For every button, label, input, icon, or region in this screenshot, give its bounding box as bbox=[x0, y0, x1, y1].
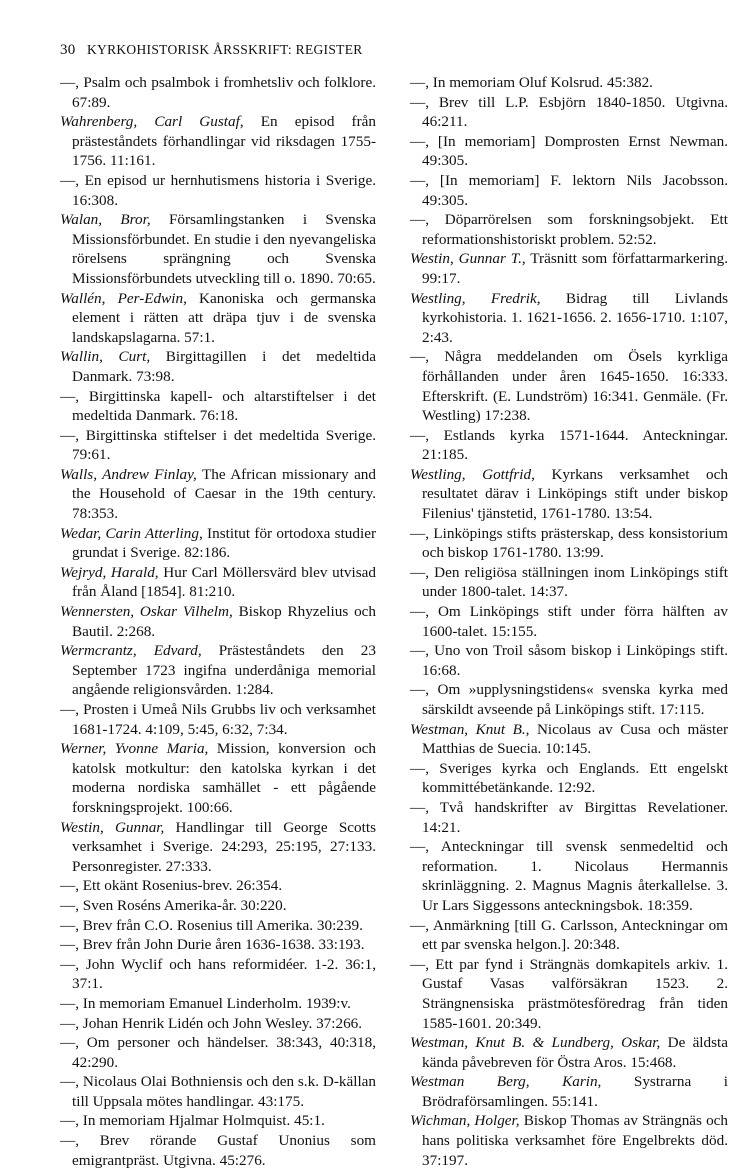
index-entry bbox=[410, 524, 728, 563]
index-entry bbox=[60, 818, 376, 877]
entry-text: —, Johan Henrik Lidén och John Wesley. 37:266. bbox=[60, 1014, 363, 1032]
index-entry bbox=[410, 1111, 728, 1170]
running-header bbox=[60, 42, 363, 59]
entry-text: —, Anmärkning [till G. Carlsson, Anteckningar om ett par svenska helgon.]. 20:348. bbox=[410, 916, 728, 954]
index-entry bbox=[410, 249, 728, 288]
entry-text: —, Döparrörelsen som forskningsobjekt. Ett reformationshistoriskt problem. 52:52. bbox=[410, 211, 728, 248]
entry-text: —, Estlands kyrka 1571-1644. Anteckningar. 21:185. bbox=[410, 426, 728, 464]
index-entry bbox=[60, 465, 376, 524]
author-name: Wejryd, Harald, bbox=[60, 563, 159, 581]
entry-text: Träsnitt som författarmarkering. 99:17. bbox=[422, 250, 729, 287]
entry-text: Biskop Thomas av Strängnäs och hans politiska verksamhet före Engelbrekts död. 37:197. bbox=[422, 1112, 728, 1169]
entry-text: Birgittagillen i det medeltida Danmark. 73:98. bbox=[72, 348, 376, 385]
entry-text: —, Prosten i Umeå Nils Grubbs liv och verksamhet 1681-1724. 4:109, 5:45, 6:32, 7:34. bbox=[60, 701, 376, 738]
author-name: Westin, Gunnar, bbox=[60, 818, 165, 836]
author-name: Walan, Bror, bbox=[60, 211, 151, 229]
index-entry bbox=[410, 955, 728, 1033]
entry-text: —, Brev från John Durie åren 1636-1638. 33:193. bbox=[60, 936, 365, 954]
page-number: 30 bbox=[60, 42, 76, 58]
index-entry bbox=[60, 289, 376, 348]
entry-text: Biskop Rhyzelius och Bautil. 2:268. bbox=[72, 603, 376, 640]
index-entry bbox=[60, 426, 376, 465]
index-entry bbox=[60, 1014, 376, 1034]
index-entry bbox=[410, 171, 728, 210]
author-name: Wallin, Curt, bbox=[60, 348, 151, 366]
entry-text: —, Om »upplysningstidens« svenska kyrka med särskildt avseende på Linköpings stift. 17:115. bbox=[410, 681, 728, 718]
author-name: Wahrenberg, Carl Gustaf, bbox=[60, 113, 244, 131]
entry-text: Bidrag till Livlands kyrkohistoria. 1. 1621-1656. 2. 1656-1710. 1:107, 2:43. bbox=[422, 289, 728, 346]
index-entry bbox=[410, 916, 728, 955]
entry-text: —, Nicolaus Olai Bothniensis och den s.k. D-källan till Uppsala mötes handlingar. 43:175. bbox=[60, 1073, 376, 1110]
index-entry bbox=[60, 73, 376, 112]
author-name: Werner, Yvonne Maria, bbox=[60, 740, 209, 758]
entry-text: Prästeståndets den 23 September 1723 ingifna underdåniga memorial angående religionsvården. 1:284. bbox=[72, 642, 376, 699]
index-entry bbox=[410, 132, 728, 171]
index-entry bbox=[410, 680, 728, 719]
entry-text: —, In memoriam Oluf Kolsrud. 45:382. bbox=[410, 74, 653, 91]
index-entry bbox=[410, 93, 728, 132]
author-name: Westling, Fredrik, bbox=[410, 289, 541, 307]
entry-text: Kyrkans verksamhet och resultatet därav i Linköpings stift under biskop Filenius' tjänstetid, 1761-1780. 13:54. bbox=[422, 465, 728, 523]
index-entry bbox=[60, 994, 376, 1014]
entry-text: —, Brev rörande Gustaf Unonius som emigrantpräst. Utgivna. 45:276. bbox=[60, 1132, 376, 1169]
entry-text: —, Den religiösa ställningen inom Linköpings stift under 1800-talet. 14:37. bbox=[410, 563, 728, 601]
author-name: Westman Berg, Karin, bbox=[410, 1073, 602, 1091]
entry-text: Nicolaus av Cusa och mäster Matthias de Suecia. 10:145. bbox=[422, 720, 728, 758]
entry-text: Handlingar till George Scotts verksamhet i Sverige. 24:293, 25:195, 27:133. Personregister. 27:333. bbox=[72, 818, 376, 875]
index-entry bbox=[410, 798, 728, 837]
author-name: Westling, Gottfrid, bbox=[410, 465, 535, 483]
index-entry bbox=[60, 347, 376, 386]
index-entry bbox=[60, 210, 376, 288]
entry-text: —, Uno von Troil såsom biskop i Linköpings stift. 16:68. bbox=[410, 642, 728, 679]
index-entry bbox=[410, 837, 728, 915]
author-name: Wedar, Carin Atterling, bbox=[60, 524, 203, 542]
entry-text: —, Psalm och psalmbok i fromhetsliv och folklore. 67:89. bbox=[60, 74, 376, 111]
index-entry bbox=[60, 739, 376, 817]
author-name: Wermcrantz, Edvard, bbox=[60, 642, 202, 660]
index-entry bbox=[60, 641, 376, 700]
index-entry bbox=[60, 112, 376, 171]
index-entry bbox=[410, 347, 728, 425]
index-entry bbox=[410, 1033, 728, 1072]
entry-text: —, Några meddelanden om Ösels kyrkliga förhållanden under åren 1645-1650. 16:333. Efterskrift. (E. Lundström) 16:341. Genmäle. (Fr. Westling) 17:238. bbox=[410, 348, 728, 425]
index-entry bbox=[410, 289, 728, 348]
entry-text: —, Linköpings stifts prästerskap, dess konsistorium och biskop 1761-1780. 13:99. bbox=[410, 524, 728, 562]
index-entry bbox=[60, 955, 376, 994]
entry-text: —, Brev till L.P. Esbjörn 1840-1850. Utgivna. 46:211. bbox=[410, 93, 728, 131]
left-column bbox=[60, 73, 376, 1170]
entry-text: —, Om Linköpings stift under förra hälften av 1600-talet. 15:155. bbox=[410, 603, 728, 640]
index-entry bbox=[60, 602, 376, 641]
entry-text: The African missionary and the Household of Caesar in the 19th century. 78:353. bbox=[72, 465, 376, 523]
index-entry bbox=[410, 210, 728, 249]
author-name: Walls, Andrew Finlay, bbox=[60, 465, 197, 483]
entry-text: —, Birgittinska stiftelser i det medeltida Sverige. 79:61. bbox=[60, 426, 376, 464]
entry-text: —, John Wyclif och hans reformidéer. 1-2. 36:1, 37:1. bbox=[60, 955, 376, 993]
index-entry bbox=[410, 1072, 728, 1111]
entry-text: —, [In memoriam] F. lektorn Nils Jacobsson. 49:305. bbox=[410, 171, 728, 209]
index-entry bbox=[410, 641, 728, 680]
entry-text: Institut för ortodoxa studier grundat i Sverige. 82:186. bbox=[72, 524, 376, 562]
entry-text: —, Ett okänt Rosenius-brev. 26:354. bbox=[60, 877, 283, 895]
right-column bbox=[410, 73, 728, 1170]
entry-text: Mission, konversion och katolsk motkultur: den katolska kyrkan i det moderna nordiska samhället - ett pågående forskningsprojekt. 100:66. bbox=[72, 740, 376, 816]
author-name: Wallén, Per-Edwin, bbox=[60, 289, 187, 307]
author-name: Westin, Gunnar T., bbox=[410, 250, 526, 268]
entry-text: De äldsta kända påvebreven för Östra Aros. 15:468. bbox=[422, 1034, 728, 1071]
entry-text: —, Brev från C.O. Rosenius till Amerika. 30:239. bbox=[60, 916, 363, 934]
entry-text: —, Sveriges kyrka och Englands. Ett engelskt kommittébetänkande. 12:92. bbox=[410, 759, 728, 797]
index-entry bbox=[60, 1111, 376, 1131]
entry-text: —, Birgittinska kapell- och altarstiftelser i det medeltida Danmark. 76:18. bbox=[60, 387, 376, 425]
entry-text: Församlingstanken i Svenska Missionsförbundet. En studie i den nyevangeliska rörelsens sprängning och Svenska Missionsförbundets utveckling till o. 1890. 70:65. bbox=[72, 211, 377, 287]
index-entry bbox=[60, 896, 376, 916]
entry-text: —, [In memoriam] Domprosten Ernst Newman. 49:305. bbox=[410, 132, 728, 170]
index-entry bbox=[410, 465, 728, 524]
entry-text: Hur Carl Möllersvärd blev utvisad från Åland [1854]. 81:210. bbox=[72, 563, 376, 601]
index-entry bbox=[60, 524, 376, 563]
index-entry bbox=[410, 759, 728, 798]
index-entry bbox=[60, 700, 376, 739]
running-title: KYRKOHISTORISK ÅRSSKRIFT: REGISTER bbox=[86, 42, 363, 57]
entry-text: —, Ett par fynd i Strängnäs domkapitels arkiv. 1. Gustaf Vasas valförsäkran 1523. 2. Strängnensiska prästmötesföredrag från tiden 1585-1601. 20:349. bbox=[410, 955, 728, 1032]
author-name: Westman, Knut B., bbox=[410, 720, 530, 738]
index-entry bbox=[60, 916, 376, 936]
index-entry bbox=[410, 426, 728, 465]
index-entry bbox=[60, 563, 376, 602]
index-entry bbox=[60, 1072, 376, 1111]
entry-text: —, In memoriam Hjalmar Holmquist. 45:1. bbox=[60, 1112, 325, 1130]
index-entry bbox=[60, 387, 376, 426]
index-entry bbox=[60, 876, 376, 896]
author-name: Westman, Knut B. & Lundberg, Oskar, bbox=[410, 1034, 661, 1052]
author-name: Wennersten, Oskar Vilhelm, bbox=[60, 603, 233, 621]
entry-text: Kanoniska och germanska element i rätten att dräpa tjuv i de svenska landskapslagarna. 57:1. bbox=[72, 289, 377, 346]
entry-text: —, Om personer och händelser. 38:343, 40:318, 42:290. bbox=[60, 1034, 376, 1071]
index-entry bbox=[60, 1033, 376, 1072]
index-entry bbox=[60, 171, 376, 210]
index-entry bbox=[410, 602, 728, 641]
index-entry bbox=[410, 563, 728, 602]
entry-text: —, Två handskrifter av Birgittas Revelationer. 14:21. bbox=[410, 798, 728, 836]
author-name: Wichman, Holger, bbox=[410, 1112, 520, 1130]
index-entry bbox=[410, 720, 728, 759]
index-entry bbox=[410, 73, 728, 93]
entry-text: En episod från prästeståndets förhandlingar vid riksdagen 1755-1756. 11:161. bbox=[72, 113, 376, 170]
entry-text: Systrarna i Brödraförsamlingen. 55:141. bbox=[422, 1073, 728, 1110]
entry-text: —, En episod ur hernhutismens historia i Sverige. 16:308. bbox=[60, 171, 376, 209]
entry-text: —, In memoriam Emanuel Linderholm. 1939:v. bbox=[60, 994, 351, 1012]
entry-text: —, Anteckningar till svensk senmedeltid och reformation. 1. Nicolaus Hermannis skrinläggning. 2. Magnus Magnis återkallelse. 3. Ur Lars Siggessons anteckningsbok. 18:359. bbox=[410, 838, 728, 914]
index-entry bbox=[60, 1131, 376, 1170]
index-entry bbox=[60, 935, 376, 955]
entry-text: —, Sven Roséns Amerika-år. 30:220. bbox=[60, 896, 287, 914]
